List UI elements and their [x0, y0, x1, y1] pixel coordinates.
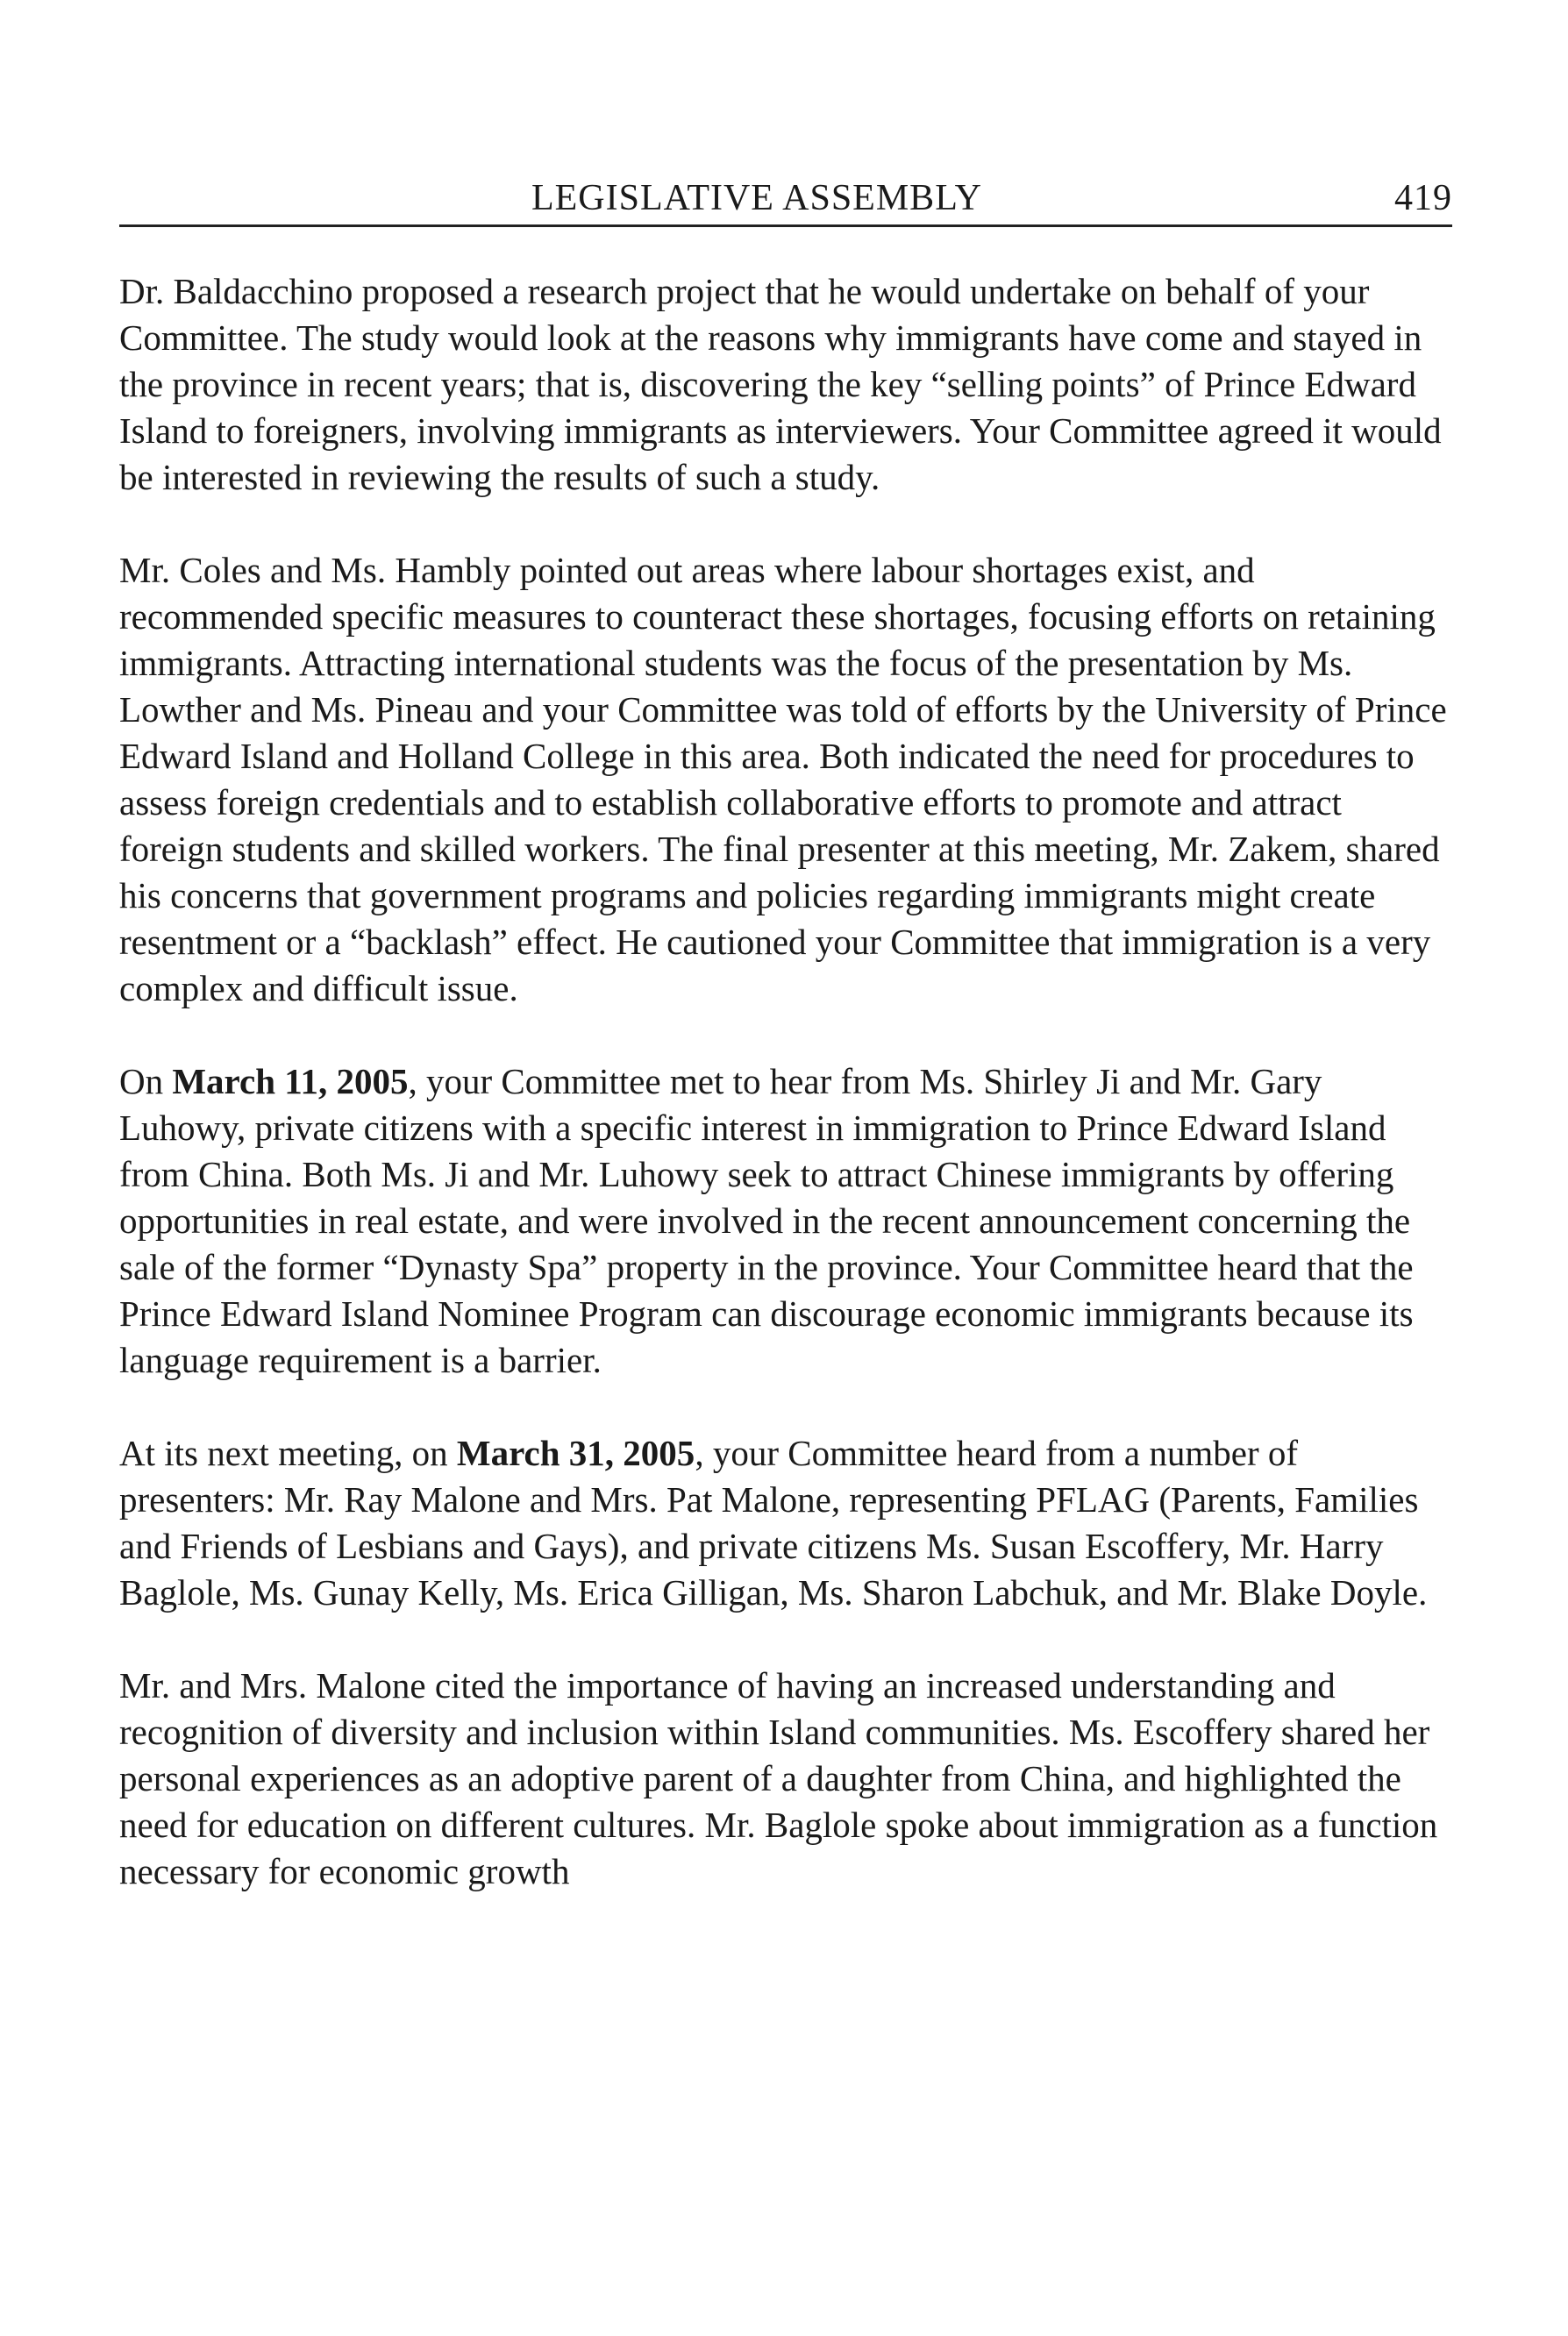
paragraph-lead-text: On — [119, 1061, 173, 1101]
running-title: LEGISLATIVE ASSEMBLY — [531, 178, 982, 218]
body-text — [119, 268, 1452, 1895]
paragraph-body-text: , your Committee heard from a number of presenters: Mr. Ray Malone and Mrs. Pat Malone, representing PFLAG (Parents, Families and Friends of Lesbians and Gays), and private citizens Ms. Susan Escoffery, Mr. Harry Baglole, Ms. Gunay Kelly, Ms. Erica Gilligan, Ms. Sharon Labchuk, and Mr. Blake Doyle. — [119, 1433, 1428, 1613]
paragraph-lead-text: At its next meeting, on — [119, 1433, 457, 1473]
meeting-date: March 31, 2005 — [456, 1433, 695, 1473]
paragraph-march-31 — [119, 1430, 1452, 1616]
paragraph-presenters-labour: Mr. Coles and Ms. Hambly pointed out areas where labour shortages exist, and recommended specific measures to counteract these shortages, focusing efforts on retaining immigrants. Attracting international students was the focus of the presentation by Ms. Lowther and Ms. Pineau and your Committee was told of efforts by the University of Prince Edward Island and Holland College in this area. Both indicated the need for procedures to assess foreign credentials and to establish collaborative efforts to promote and attract foreign students and skilled workers. The final presenter at this meeting, Mr. Zakem, shared his concerns that government programs and policies regarding immigrants might create resentment or a “backlash” effect. He cautioned your Committee that immigration is a very complex and difficult issue. — [119, 550, 1447, 1008]
paragraph-malone-escoffery: Mr. and Mrs. Malone cited the importance of having an increased understanding and recognition of diversity and inclusion within Island communities. Ms. Escoffery shared her personal experiences as an adoptive parent of a daughter from China, and highlighted the need for education on different cultures. Mr. Baglole spoke about immigration as a function necessary for economic growth — [119, 1665, 1438, 1891]
paragraph-baldacchino: Dr. Baldacchino proposed a research project that he would undertake on behalf of your Committee. The study would look at the reasons why immigrants have come and stayed in the province in recent years; that is, discovering the key “selling points” of Prince Edward Island to foreigners, involving immigrants as interviewers. Your Committee agreed it would be interested in reviewing the results of such a study. — [119, 271, 1442, 497]
meeting-date: March 11, 2005 — [172, 1061, 409, 1101]
page-number: 419 — [1394, 178, 1452, 218]
running-header — [119, 172, 1452, 227]
paragraph-march-11 — [119, 1058, 1452, 1384]
paragraph-body-text: , your Committee met to hear from Ms. Shirley Ji and Mr. Gary Luhowy, private citizens with a specific interest in immigration to Prince Edward Island from China. Both Ms. Ji and Mr. Luhowy seek to attract Chinese immigrants by offering opportunities in real estate, and were involved in the recent announcement concerning the sale of the former “Dynasty Spa” property in the province. Your Committee heard that the Prince Edward Island Nominee Program can discourage economic immigrants because its language requirement is a barrier. — [119, 1061, 1414, 1380]
